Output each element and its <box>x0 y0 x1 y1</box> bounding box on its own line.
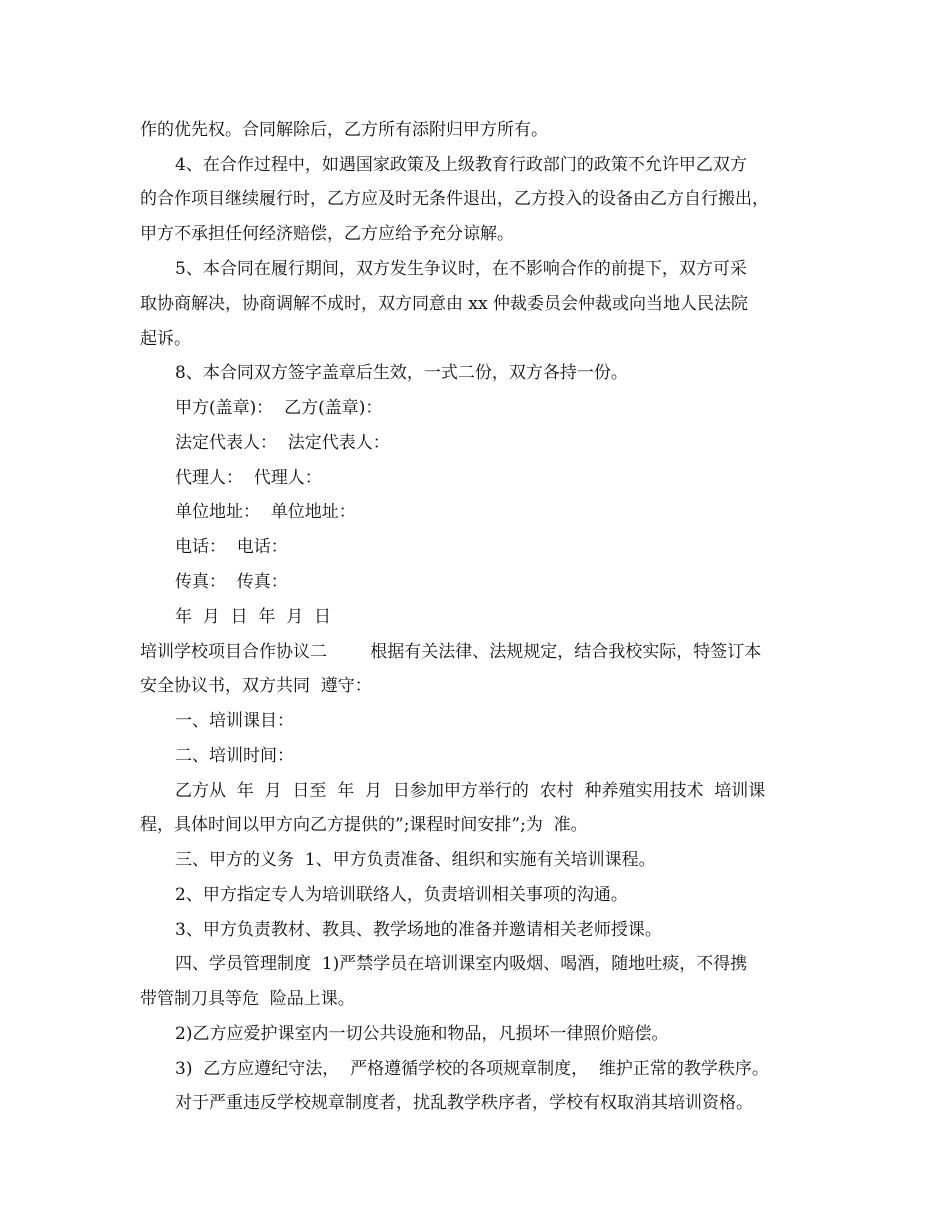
text-line: 安全协议书，双方共同 遵守： <box>140 676 372 696</box>
text-line: 3) 乙方应遵纪守法， 严格遵循学校的各项规章制度， 维护正常的教学秩序。 <box>175 1059 769 1079</box>
text-line: 四、学员管理制度 1)严禁学员在培训课室内吸烟、喝酒，随地吐痰，不得携 <box>175 954 748 974</box>
text-line: 程，具体时间以甲方向乙方提供的”;课程时间安排”;为 准。 <box>140 815 588 835</box>
text-line: 乙方从 年 月 日至 年 月 日参加甲方举行的 农村 种养殖实用技术 培训课 <box>175 781 766 801</box>
text-line: 三、甲方的义务 1、甲方负责准备、组织和实施有关培训课程。 <box>175 850 656 870</box>
text-line: 的合作项目继续履行时，乙方应及时无条件退出，乙方投入的设备由乙方自行搬出， <box>140 189 769 209</box>
text-line: 培训学校项目合作协议二 根据有关法律、法规规定，结合我校实际，特签订本 <box>140 642 762 662</box>
text-line: 4、在合作过程中，如遇国家政策及上级教育行政部门的政策不允许甲乙双方 <box>175 155 747 175</box>
text-line: 年 月 日 年 月 日 <box>175 607 332 627</box>
text-line: 甲方不承担任何经济赔偿，乙方应给予充分谅解。 <box>140 224 514 244</box>
text-line: 作的优先权。合同解除后，乙方所有添附归甲方所有。 <box>140 120 548 140</box>
text-line: 甲方(盖章)： 乙方(盖章)： <box>175 398 383 418</box>
text-line: 代理人： 代理人： <box>175 468 322 488</box>
text-line: 二、培训时间： <box>175 746 294 766</box>
text-line: 带管制刀具等危 险品上课。 <box>140 989 355 1009</box>
text-line: 对于严重违反学校规章制度者，扰乱教学秩序者，学校有权取消其培训资格。 <box>175 1093 753 1113</box>
text-line: 电话： 电话： <box>175 537 288 557</box>
text-line: 2)乙方应爱护课室内一切公共设施和物品，凡损坏一律照价赔偿。 <box>175 1024 669 1044</box>
text-line: 单位地址： 单位地址： <box>175 502 356 522</box>
text-line: 8、本合同双方签字盖章后生效，一式二份，双方各持一份。 <box>175 363 628 383</box>
text-line: 取协商解决，协商调解不成时，双方同意由 xx 仲裁委员会仲裁或向当地人民法院 <box>140 294 748 314</box>
text-line: 起诉。 <box>140 329 191 349</box>
text-line: 一、培训课目： <box>175 711 294 731</box>
text-line: 2、甲方指定专人为培训联络人，负责培训相关事项的沟通。 <box>175 885 628 905</box>
text-line: 传真： 传真： <box>175 572 288 592</box>
text-line: 5、本合同在履行期间，双方发生争议时，在不影响合作的前提下，双方可采 <box>175 259 747 279</box>
text-line: 3、甲方负责教材、教具、教学场地的准备并邀请相关老师授课。 <box>175 920 662 940</box>
text-line: 法定代表人： 法定代表人： <box>175 433 390 453</box>
